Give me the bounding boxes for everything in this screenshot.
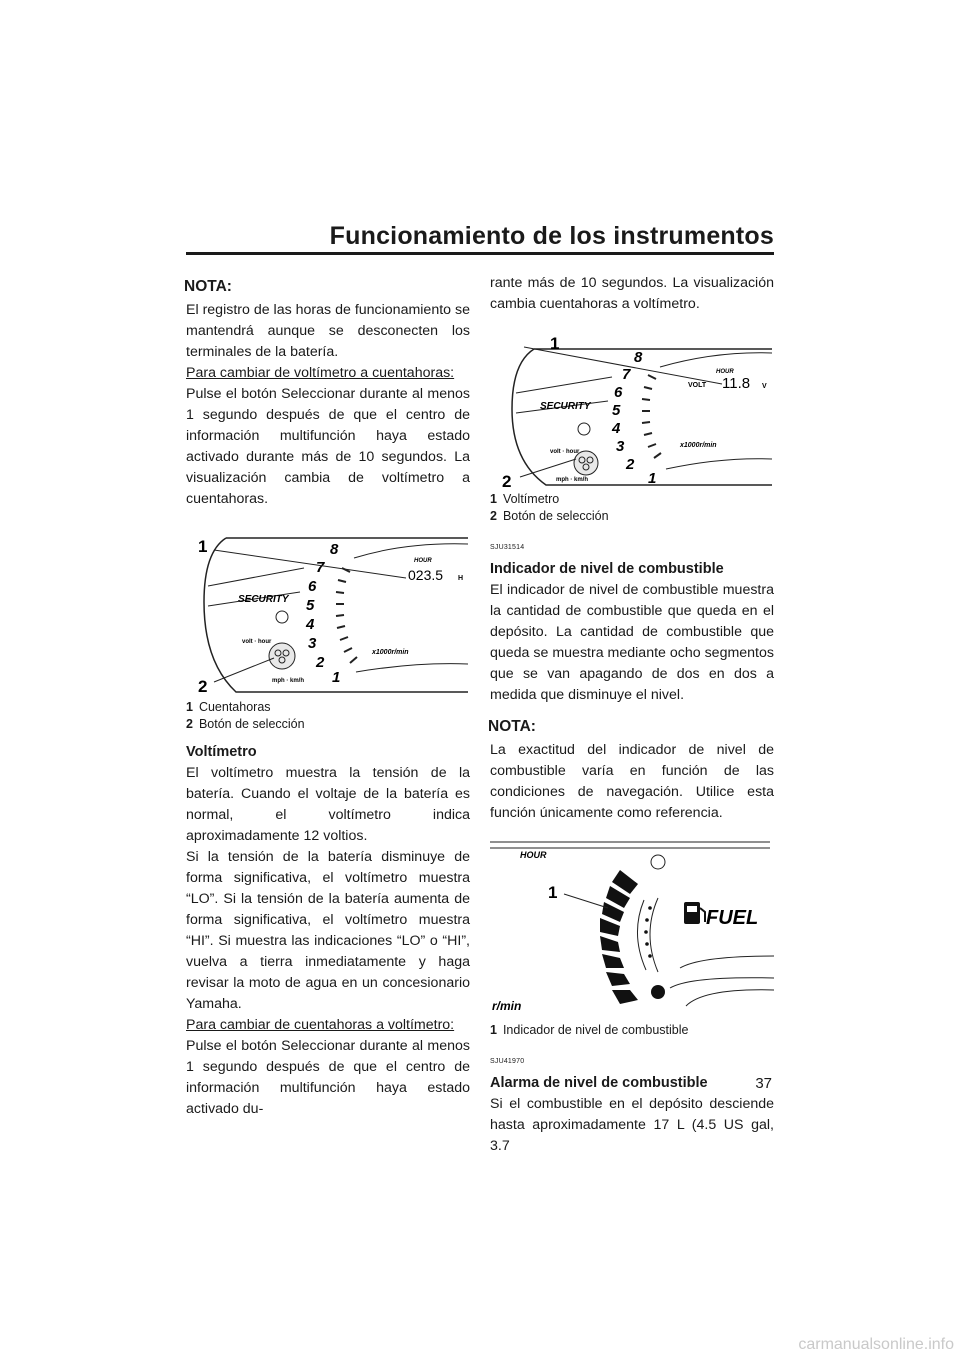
svg-text:2: 2: [626, 456, 635, 473]
left-column: [186, 276, 470, 1120]
figure-caption: 1 Voltímetro 2 Botón de selección: [490, 492, 609, 523]
rpm-scale: [305, 541, 340, 686]
volt-label: VOLT: [688, 382, 707, 389]
dashboard-illustration: [186, 522, 470, 697]
hour-label: HOUR: [414, 558, 432, 564]
hour-label: HOUR: [520, 850, 547, 860]
rpm-unit-label: x1000r/min: [372, 649, 409, 656]
callout-1: 1: [550, 334, 560, 353]
hour-label: HOUR: [716, 369, 734, 375]
security-button-icon: [276, 611, 288, 623]
callout-1: 1: [198, 537, 208, 556]
subheading: Para cambiar de cuentahoras a voltímetro:: [186, 1017, 455, 1033]
svg-text:5: 5: [306, 597, 315, 614]
rpm-unit-label: x1000r/min: [680, 442, 717, 449]
select-button-icon: [269, 643, 295, 669]
svg-text:4: 4: [306, 616, 315, 633]
nota-label: NOTA:: [184, 278, 232, 295]
figure-caption: 1 Cuentahoras 2 Botón de selección: [186, 700, 305, 731]
rpm-unit-label: r/min: [492, 999, 522, 1013]
button-bottom-label: mph · km/h: [272, 678, 305, 684]
dashboard-illustration: [490, 329, 774, 489]
full-marker-icon: [651, 855, 665, 869]
reference-code: SJU31514: [490, 544, 525, 551]
fuel-label: FUEL: [706, 907, 759, 929]
reference-code: SJU41970: [490, 1058, 525, 1065]
empty-marker-icon: [651, 985, 665, 999]
svg-text:7: 7: [622, 366, 631, 383]
svg-text:3: 3: [308, 635, 317, 652]
svg-text:8: 8: [330, 541, 339, 558]
section-heading: Alarma de nivel de combustible: [490, 1075, 708, 1091]
fuel-segments: [600, 870, 638, 1004]
callout-2: 2: [502, 472, 512, 489]
fuel-pump-icon: [684, 902, 700, 924]
svg-text:4: 4: [612, 420, 621, 437]
volt-unit: V: [762, 383, 767, 390]
fuel-gauge-illustration: [490, 838, 774, 1024]
button-bottom-label: mph · km/h: [556, 477, 589, 483]
svg-text:2: 2: [316, 654, 325, 671]
svg-text:7: 7: [316, 559, 325, 576]
button-top-label: volt · hour: [550, 449, 580, 455]
svg-text:1: 1: [648, 470, 657, 487]
callout-1: 1: [548, 883, 558, 902]
callout-2: 2: [198, 677, 208, 696]
paragraph: El indicador de nivel de combustible muestra la cantidad de combustible que queda en el depósito. La cantidad de combustible que queda se muestra mediante ocho segmentos que se van apagando de dos en dos a medida que disminuye el nivel.: [490, 582, 774, 703]
svg-text:6: 6: [614, 384, 623, 401]
paragraph: El voltímetro muestra la tensión de la batería. Cuando el voltaje de la batería es normal, el voltímetro indica aproximadamente 12 voltios.: [186, 765, 470, 844]
svg-text:1: 1: [332, 669, 341, 686]
paragraph: Pulse el botón Seleccionar durante al menos 1 segundo después de que el centro de información multifunción haya estado activado durante más de 10 segundos. La visualización cambia de voltímetro a cuentahoras.: [186, 386, 470, 507]
figure-hour-meter: [186, 522, 470, 697]
section-heading: Voltímetro: [186, 744, 257, 760]
security-label: SECURITY: [238, 594, 289, 605]
paragraph: La exactitud del indicador de nivel de combustible varía en función de las condiciones de navegación. Utilice esta función únicamente como referencia.: [490, 742, 774, 821]
page-title: Funcionamiento de los instrumentos: [329, 222, 774, 250]
paragraph: Pulse el botón Seleccionar durante al menos 1 segundo después de que el centro de información multifunción haya estado activado du-: [186, 1038, 470, 1117]
svg-text:3: 3: [616, 438, 625, 455]
paragraph: Si el combustible en el depósito desciende hasta aproximadamente 17 L (4.5 US gal, 3.7: [490, 1096, 774, 1154]
button-top-label: volt · hour: [242, 639, 272, 645]
figure-fuel-gauge: [490, 838, 774, 1024]
paragraph: El registro de las horas de funcionamiento se mantendrá aunque se desconecten los terminales de la batería.: [186, 302, 470, 360]
select-button-icon: [574, 451, 598, 475]
svg-text:5: 5: [612, 402, 621, 419]
hour-unit: H: [458, 575, 464, 582]
figure-voltmeter: [490, 329, 774, 489]
hour-display: 023.5: [408, 567, 444, 583]
security-button-icon: [578, 423, 590, 435]
page-number: 37: [755, 1075, 772, 1092]
watermark: carmanualsonline.info: [798, 1336, 954, 1353]
paragraph: Si la tensión de la batería disminuye de forma significativa, el voltímetro muestra “LO”. Si la tensión de la batería aumenta de forma significativa, el voltímetro muestra “HI”. Si muestra las indicaciones “LO” o “HI”, vuelva a tierra inmediatamente y haga revisar la moto de agua en un concesionario Yamaha.: [186, 849, 470, 1012]
svg-text:8: 8: [634, 349, 643, 366]
section-heading: Indicador de nivel de combustible: [490, 561, 724, 577]
header-divider: [186, 252, 774, 255]
subheading: Para cambiar de voltímetro a cuentahoras:: [186, 365, 455, 381]
rpm-scale: [611, 349, 656, 487]
volt-display: 11.8: [722, 375, 751, 392]
paragraph: rante más de 10 segundos. La visualización cambia cuentahoras a voltímetro.: [490, 275, 774, 312]
svg-text:6: 6: [308, 578, 317, 595]
right-column: [490, 273, 774, 1157]
security-label: SECURITY: [540, 401, 591, 412]
nota-label: NOTA:: [488, 718, 536, 735]
figure-caption: 1 Indicador de nivel de combustible: [490, 1023, 689, 1037]
